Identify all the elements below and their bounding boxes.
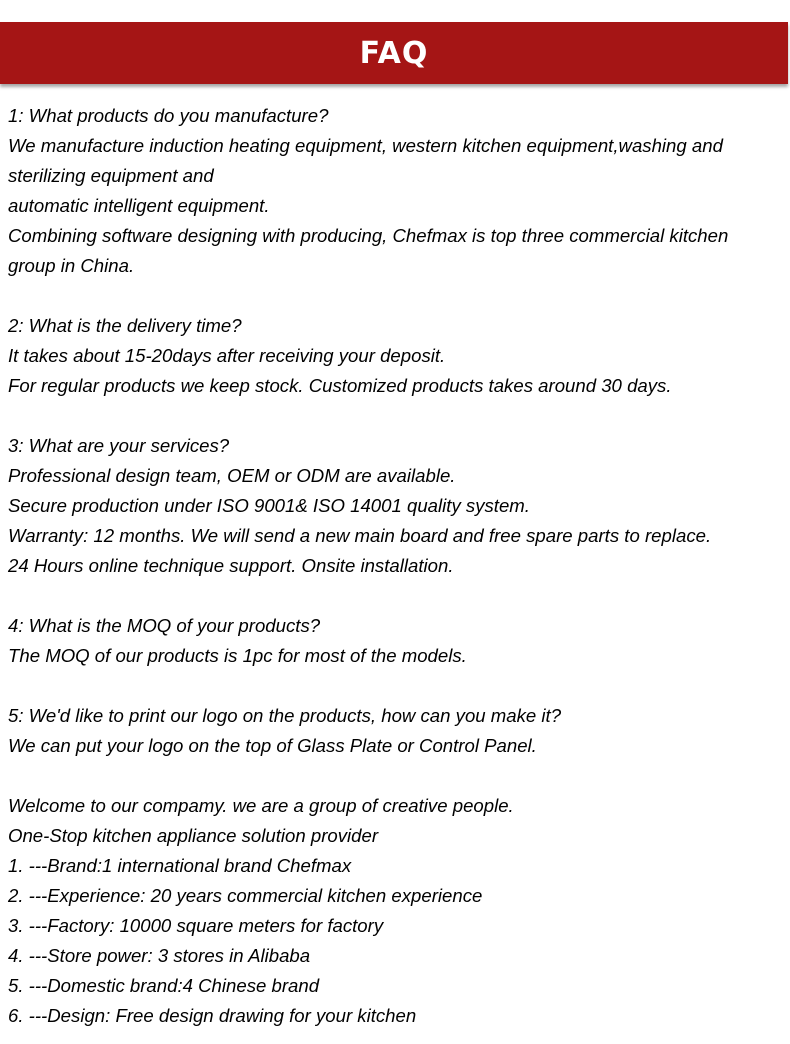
welcome-line: One-Stop kitchen appliance solution provider <box>8 825 379 846</box>
faq-question: 4: What is the MOQ of your products? <box>8 615 321 636</box>
faq-question: 2: What is the delivery time? <box>8 315 242 336</box>
faq-answer-line: sterilizing equipment and <box>8 165 214 186</box>
faq-question: 3: What are your services? <box>8 435 230 456</box>
spacer <box>8 581 783 611</box>
faq-item-5 <box>8 701 783 761</box>
faq-answer-line: We manufacture induction heating equipment, western kitchen equipment,washing and <box>8 135 723 156</box>
faq-content <box>8 101 783 1031</box>
faq-question: 1: What products do you manufacture? <box>8 105 329 126</box>
faq-answer-line: Combining software designing with producing, Chefmax is top three commercial kitchen <box>8 225 729 246</box>
spacer <box>8 761 783 791</box>
page-title: FAQ <box>359 35 429 71</box>
faq-banner <box>0 22 788 84</box>
faq-item-1 <box>8 101 783 281</box>
welcome-point: 4. ---Store power: 3 stores in Alibaba <box>8 945 311 966</box>
faq-question: 5: We'd like to print our logo on the products, how can you make it? <box>8 705 562 726</box>
spacer <box>8 401 783 431</box>
faq-answer-line: group in China. <box>8 255 135 276</box>
spacer <box>8 671 783 701</box>
faq-answer-line: Professional design team, OEM or ODM are available. <box>8 465 456 486</box>
faq-answer-line: It takes about 15-20days after receiving your deposit. <box>8 345 446 366</box>
faq-answer-line: The MOQ of our products is 1pc for most of the models. <box>8 645 467 666</box>
faq-item-3 <box>8 431 783 581</box>
welcome-point: 2. ---Experience: 20 years commercial kitchen experience <box>8 885 483 906</box>
welcome-point: 1. ---Brand:1 international brand Chefmax <box>8 855 352 876</box>
faq-answer-line: automatic intelligent equipment. <box>8 195 270 216</box>
faq-answer-line: For regular products we keep stock. Customized products takes around 30 days. <box>8 375 672 396</box>
faq-answer-line: 24 Hours online technique support. Onsite installation. <box>8 555 454 576</box>
faq-answer-line: Warranty: 12 months. We will send a new main board and free spare parts to replace. <box>8 525 712 546</box>
faq-item-4 <box>8 611 783 671</box>
welcome-point: 3. ---Factory: 10000 square meters for factory <box>8 915 384 936</box>
faq-item-2 <box>8 311 783 401</box>
welcome-section <box>8 791 783 1031</box>
welcome-line: Welcome to our compamy. we are a group of creative people. <box>8 795 514 816</box>
welcome-point: 5. ---Domestic brand:4 Chinese brand <box>8 975 320 996</box>
spacer <box>8 281 783 311</box>
welcome-point: 6. ---Design: Free design drawing for your kitchen <box>8 1005 417 1026</box>
faq-answer-line: We can put your logo on the top of Glass Plate or Control Panel. <box>8 735 537 756</box>
faq-answer-line: Secure production under ISO 9001& ISO 14001 quality system. <box>8 495 530 516</box>
